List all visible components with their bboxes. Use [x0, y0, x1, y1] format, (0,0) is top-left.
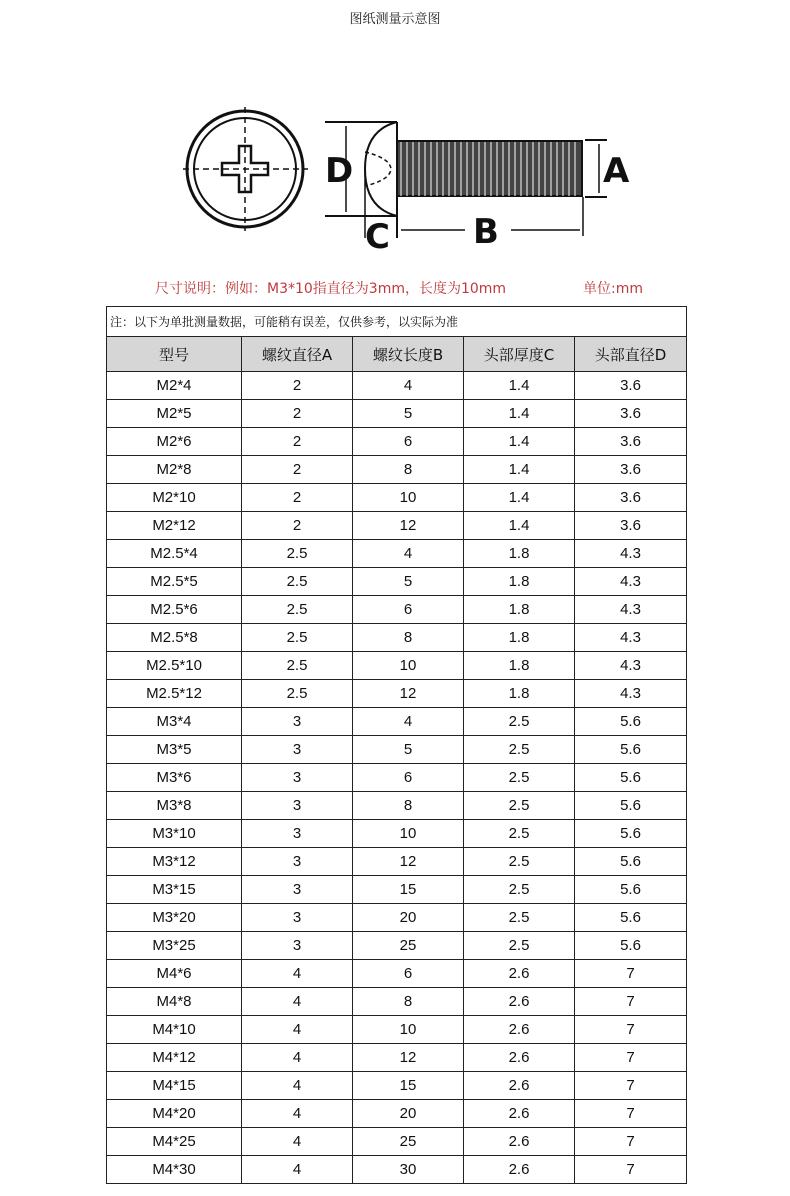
table-cell: 2.5	[242, 596, 353, 624]
table-cell: 25	[353, 932, 464, 960]
table-cell: 1.8	[464, 540, 575, 568]
table-cell: M4*10	[107, 1016, 242, 1044]
table-cell: 2.5	[242, 540, 353, 568]
column-header: 头部厚度C	[464, 337, 575, 372]
table-cell: M4*30	[107, 1156, 242, 1184]
table-cell: 10	[353, 652, 464, 680]
table-cell: 2.5	[242, 624, 353, 652]
table-cell: 1.4	[464, 512, 575, 540]
table-header-row	[107, 337, 687, 372]
table-cell: M4*6	[107, 960, 242, 988]
table-cell: 4.3	[575, 568, 687, 596]
table-cell: 2	[242, 512, 353, 540]
table-row	[107, 372, 687, 400]
table-cell: 1.8	[464, 680, 575, 708]
table-cell: M3*4	[107, 708, 242, 736]
screw-head-top-view	[183, 107, 308, 231]
table-cell: 2.6	[464, 1072, 575, 1100]
table-cell: M3*10	[107, 820, 242, 848]
table-row	[107, 484, 687, 512]
table-cell: 2.5	[464, 876, 575, 904]
table-cell: 1.8	[464, 652, 575, 680]
table-cell: 3	[242, 904, 353, 932]
table-cell: 2	[242, 400, 353, 428]
table-cell: M2.5*10	[107, 652, 242, 680]
table-cell: 2.5	[242, 652, 353, 680]
table-row	[107, 988, 687, 1016]
table-cell: 2.6	[464, 1100, 575, 1128]
table-note-row	[107, 307, 687, 337]
table-row	[107, 540, 687, 568]
table-cell: 30	[353, 1156, 464, 1184]
table-cell: 4	[353, 372, 464, 400]
table-cell: 2	[242, 484, 353, 512]
table-cell: M2.5*5	[107, 568, 242, 596]
table-cell: 3	[242, 932, 353, 960]
table-cell: 8	[353, 456, 464, 484]
table-cell: 7	[575, 1156, 687, 1184]
table-cell: 5	[353, 400, 464, 428]
table-cell: M2.5*6	[107, 596, 242, 624]
table-cell: 6	[353, 428, 464, 456]
table-row	[107, 820, 687, 848]
table-cell: 6	[353, 960, 464, 988]
table-row	[107, 512, 687, 540]
column-header: 螺纹直径A	[242, 337, 353, 372]
table-cell: M2*4	[107, 372, 242, 400]
spec-table	[106, 306, 687, 1184]
table-row	[107, 904, 687, 932]
table-cell: 1.4	[464, 400, 575, 428]
table-cell: 3	[242, 764, 353, 792]
table-cell: M3*12	[107, 848, 242, 876]
table-cell: 1.4	[464, 484, 575, 512]
label-b: B	[473, 212, 499, 252]
table-cell: 4	[242, 1156, 353, 1184]
table-cell: M3*20	[107, 904, 242, 932]
table-cell: 2.6	[464, 960, 575, 988]
table-row	[107, 932, 687, 960]
table-row	[107, 456, 687, 484]
table-cell: 2.5	[464, 736, 575, 764]
table-row	[107, 1044, 687, 1072]
table-row	[107, 876, 687, 904]
table-cell: 3	[242, 708, 353, 736]
table-cell: 7	[575, 1072, 687, 1100]
table-cell: 4	[353, 540, 464, 568]
table-cell: 3.6	[575, 372, 687, 400]
table-cell: 10	[353, 1016, 464, 1044]
table-cell: 2.6	[464, 988, 575, 1016]
table-row	[107, 568, 687, 596]
table-cell: 20	[353, 904, 464, 932]
table-cell: 4	[353, 708, 464, 736]
table-cell: 2	[242, 428, 353, 456]
table-cell: M2.5*8	[107, 624, 242, 652]
table-cell: 7	[575, 1016, 687, 1044]
table-cell: 2.5	[464, 792, 575, 820]
table-cell: 8	[353, 792, 464, 820]
table-cell: 25	[353, 1128, 464, 1156]
table-cell: 3	[242, 848, 353, 876]
table-cell: 3	[242, 736, 353, 764]
table-cell: 2.5	[464, 904, 575, 932]
table-cell: M2.5*12	[107, 680, 242, 708]
screw-diagram	[175, 100, 635, 260]
table-row	[107, 428, 687, 456]
table-cell: 4	[242, 1072, 353, 1100]
table-cell: 2	[242, 456, 353, 484]
table-cell: M4*25	[107, 1128, 242, 1156]
table-cell: 7	[575, 1100, 687, 1128]
table-cell: 4	[242, 1100, 353, 1128]
table-cell: 2.6	[464, 1128, 575, 1156]
table-cell: 3.6	[575, 484, 687, 512]
table-cell: 3	[242, 820, 353, 848]
table-cell: 2.5	[242, 568, 353, 596]
table-cell: 8	[353, 988, 464, 1016]
label-a: A	[603, 151, 630, 191]
table-cell: 4.3	[575, 680, 687, 708]
table-row	[107, 1128, 687, 1156]
table-cell: 1.4	[464, 428, 575, 456]
table-cell: 4.3	[575, 652, 687, 680]
table-cell: 1.8	[464, 624, 575, 652]
table-cell: 2.5	[464, 932, 575, 960]
table-cell: M2*6	[107, 428, 242, 456]
table-cell: 2	[242, 372, 353, 400]
table-cell: 4.3	[575, 540, 687, 568]
table-cell: 5	[353, 568, 464, 596]
table-cell: 15	[353, 876, 464, 904]
table-cell: 3.6	[575, 428, 687, 456]
page-title: 图纸测量示意图	[349, 12, 441, 27]
unit-label: 单位:mm	[583, 281, 643, 297]
table-cell: 4	[242, 1128, 353, 1156]
table-note: 注：以下为单批测量数据，可能稍有误差，仅供参考，以实际为准	[107, 307, 687, 337]
table-cell: 2.6	[464, 1016, 575, 1044]
table-cell: 1.4	[464, 372, 575, 400]
table-cell: 2.5	[464, 764, 575, 792]
table-cell: M3*8	[107, 792, 242, 820]
table-cell: 5.6	[575, 792, 687, 820]
table-cell: 20	[353, 1100, 464, 1128]
table-cell: 12	[353, 680, 464, 708]
label-c: C	[365, 217, 390, 257]
table-row	[107, 960, 687, 988]
table-row	[107, 1016, 687, 1044]
table-cell: 5.6	[575, 764, 687, 792]
table-cell: M2*10	[107, 484, 242, 512]
table-cell: 2.5	[464, 820, 575, 848]
table-cell: 4	[242, 988, 353, 1016]
table-cell: M2*5	[107, 400, 242, 428]
table-cell: 2.6	[464, 1044, 575, 1072]
table-cell: M3*25	[107, 932, 242, 960]
table-cell: 6	[353, 596, 464, 624]
table-cell: 4.3	[575, 596, 687, 624]
table-cell: 7	[575, 1044, 687, 1072]
table-cell: M4*12	[107, 1044, 242, 1072]
table-cell: M2.5*4	[107, 540, 242, 568]
table-cell: 5.6	[575, 820, 687, 848]
table-cell: M4*8	[107, 988, 242, 1016]
table-cell: 3.6	[575, 400, 687, 428]
table-row	[107, 736, 687, 764]
table-cell: 2.5	[242, 680, 353, 708]
label-d: D	[325, 151, 354, 191]
table-cell: 5	[353, 736, 464, 764]
table-cell: 5.6	[575, 736, 687, 764]
table-cell: 4	[242, 960, 353, 988]
table-row	[107, 708, 687, 736]
column-header: 螺纹长度B	[353, 337, 464, 372]
table-cell: 1.4	[464, 456, 575, 484]
table-row	[107, 652, 687, 680]
table-cell: 3.6	[575, 512, 687, 540]
table-row	[107, 1156, 687, 1184]
table-cell: M4*15	[107, 1072, 242, 1100]
table-cell: 10	[353, 484, 464, 512]
table-row	[107, 596, 687, 624]
table-cell: 3	[242, 876, 353, 904]
table-cell: 4.3	[575, 624, 687, 652]
table-cell: 5.6	[575, 904, 687, 932]
table-cell: 12	[353, 1044, 464, 1072]
column-header: 型号	[107, 337, 242, 372]
table-cell: 7	[575, 1128, 687, 1156]
table-cell: 5.6	[575, 876, 687, 904]
table-cell: 2.6	[464, 1156, 575, 1184]
table-row	[107, 848, 687, 876]
size-example: 尺寸说明：例如：M3*10指直径为3mm，长度为10mm	[155, 281, 507, 297]
table-cell: 5.6	[575, 932, 687, 960]
table-cell: 6	[353, 764, 464, 792]
table-cell: 12	[353, 512, 464, 540]
table-cell: 2.5	[464, 848, 575, 876]
table-cell: 12	[353, 848, 464, 876]
table-cell: M2*8	[107, 456, 242, 484]
table-cell: 4	[242, 1044, 353, 1072]
table-cell: 7	[575, 960, 687, 988]
table-cell: M4*20	[107, 1100, 242, 1128]
table-row	[107, 1100, 687, 1128]
column-header: 头部直径D	[575, 337, 687, 372]
table-cell: 1.8	[464, 568, 575, 596]
table-cell: 4	[242, 1016, 353, 1044]
table-cell: M3*6	[107, 764, 242, 792]
table-cell: 2.5	[464, 708, 575, 736]
table-row	[107, 1072, 687, 1100]
table-cell: 5.6	[575, 848, 687, 876]
table-row	[107, 624, 687, 652]
table-cell: 8	[353, 624, 464, 652]
table-row	[107, 764, 687, 792]
table-cell: 7	[575, 988, 687, 1016]
table-cell: 1.8	[464, 596, 575, 624]
table-row	[107, 792, 687, 820]
table-cell: M2*12	[107, 512, 242, 540]
table-cell: 15	[353, 1072, 464, 1100]
table-row	[107, 680, 687, 708]
table-cell: 3.6	[575, 456, 687, 484]
table-cell: 10	[353, 820, 464, 848]
table-cell: 5.6	[575, 708, 687, 736]
table-cell: M3*15	[107, 876, 242, 904]
table-row	[107, 400, 687, 428]
table-cell: 3	[242, 792, 353, 820]
table-cell: M3*5	[107, 736, 242, 764]
